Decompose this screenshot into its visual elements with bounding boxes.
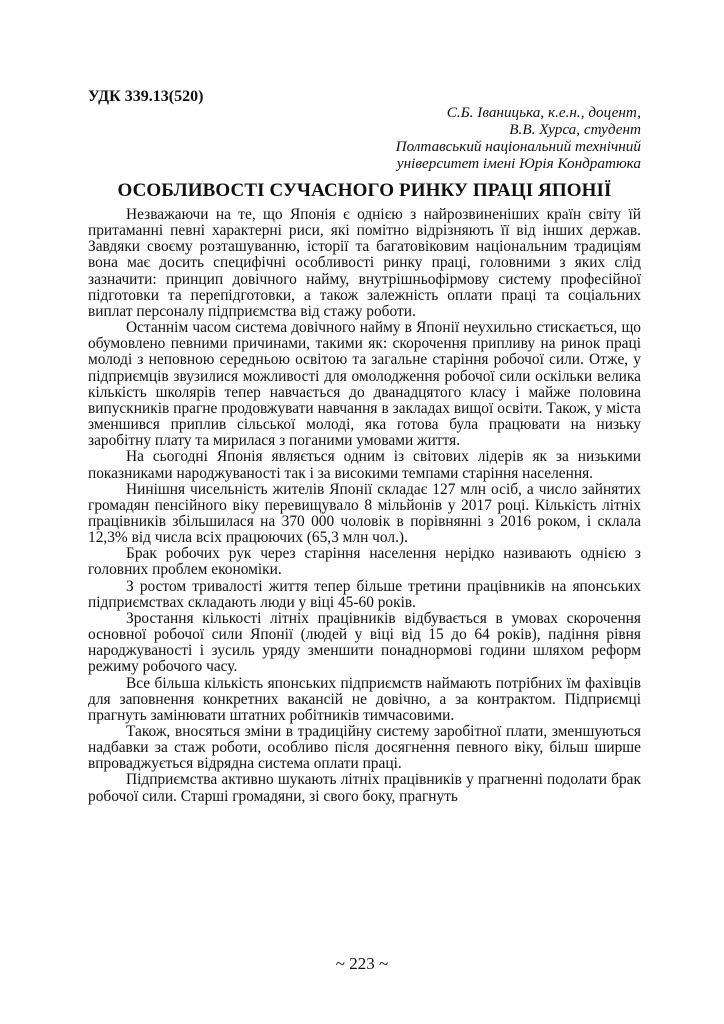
author-block: [396, 104, 641, 172]
paragraph: Також, вносяться зміни в традиційну систему заробітної плати, зменшуються надбавки за стаж роботи, особливо після досягнення певного віку, більш ширше впроваджується відрядна система оплати праці.: [88, 723, 641, 773]
udk-code: УДК 339.13(520): [88, 88, 204, 105]
article-title: ОСОБЛИВОСТІ СУЧАСНОГО РИНКУ ПРАЦІ ЯПОНІЇ: [117, 180, 612, 201]
paragraph: Незважаючи на те, що Японія є однією з найрозвиненіших країн світу їй притаманні певні характерні риси, які помітно відрізняють її від інших держав. Завдяки своєму розташуванню, історії та багатовіковим національним традиціям вона має досить специфічні особливості ринку праці, головними з яких слід зазначити: принцип довічного найму, внутрішньофірмову систему професійної підготовки та перепідготовки, а також залежність оплати праці та соціальних виплат персоналу підприємства від стажу роботи.: [88, 206, 641, 320]
author-line: С.Б. Іваницька, к.е.н., доцент,: [446, 104, 641, 121]
paragraph: На сьогодні Японія являється одним із світових лідерів як за низькими показниками народжуваності так і за високими темпами старіння населення.: [88, 448, 641, 482]
paragraph: Нинішня чисельність жителів Японії складає 127 млн осіб, а число зайнятих громадян пенсійного віку перевищувало 8 мільйонів у 2017 році. Кількість літніх працівників збільшилася на 370 000 чоловік в порівнянні з 2016 роком, і склала 12,3% від числа всіх працюючих (65,3 млн чол.).: [88, 480, 641, 547]
paragraph: З ростом тривалості життя тепер більше третини працівників на японських підприємствах складають люди у віці 45-60 років.: [88, 577, 641, 611]
paragraph: Останнім часом система довічного найму в Японії неухильно стискається, що обумовлено певними причинами, такими як: скорочення припливу на ринок праці молоді з неповною середньою освітою та загальне старіння робочої сили. Отже, у підприємців звузилися можливості для омолодження робочої сили оскільки велика кількість школярів тепер навчається до дванадцятого класу і майже половина випускників прагне продовжувати навчання в закладах вищої освіти. Також, у міста зменшився приплив сільської молоді, яка готова була працювати на низьку заробітну плату та мирилася з поганими умовами життя.: [88, 319, 641, 450]
affiliation-line: Полтавський національний технічний: [395, 138, 641, 155]
paragraph: Зростання кількості літніх працівників відбувається в умовах скорочення основної робочої сили Японії (людей у віці від 15 до 64 років), падіння рівня народжуваності і зусиль уряду зменшити понаднормові години шляхом реформ режиму робочого часу.: [88, 609, 641, 676]
paragraph: Підприємства активно шукають літніх працівників у прагненні подолати брак робочої сили. Старші громадяни, зі свого боку, прагнуть: [88, 771, 641, 805]
article-body: [88, 207, 641, 805]
affiliation-line: університет імені Юрія Кондратюка: [396, 155, 641, 172]
paragraph: Все більша кількість японських підприємств наймають потрібних їм фахівців для заповнення конкретних вакансій не довічно, а за контрактом. Підприємці прагнуть замінювати штатних робітників тимчасовими.: [88, 674, 641, 724]
paragraph: Брак робочих рук через старіння населення нерідко називають однією з головних проблем економіки.: [88, 545, 641, 579]
author-line: В.В. Хурса, студент: [509, 121, 641, 138]
page-number: ~ 223 ~: [335, 954, 389, 973]
